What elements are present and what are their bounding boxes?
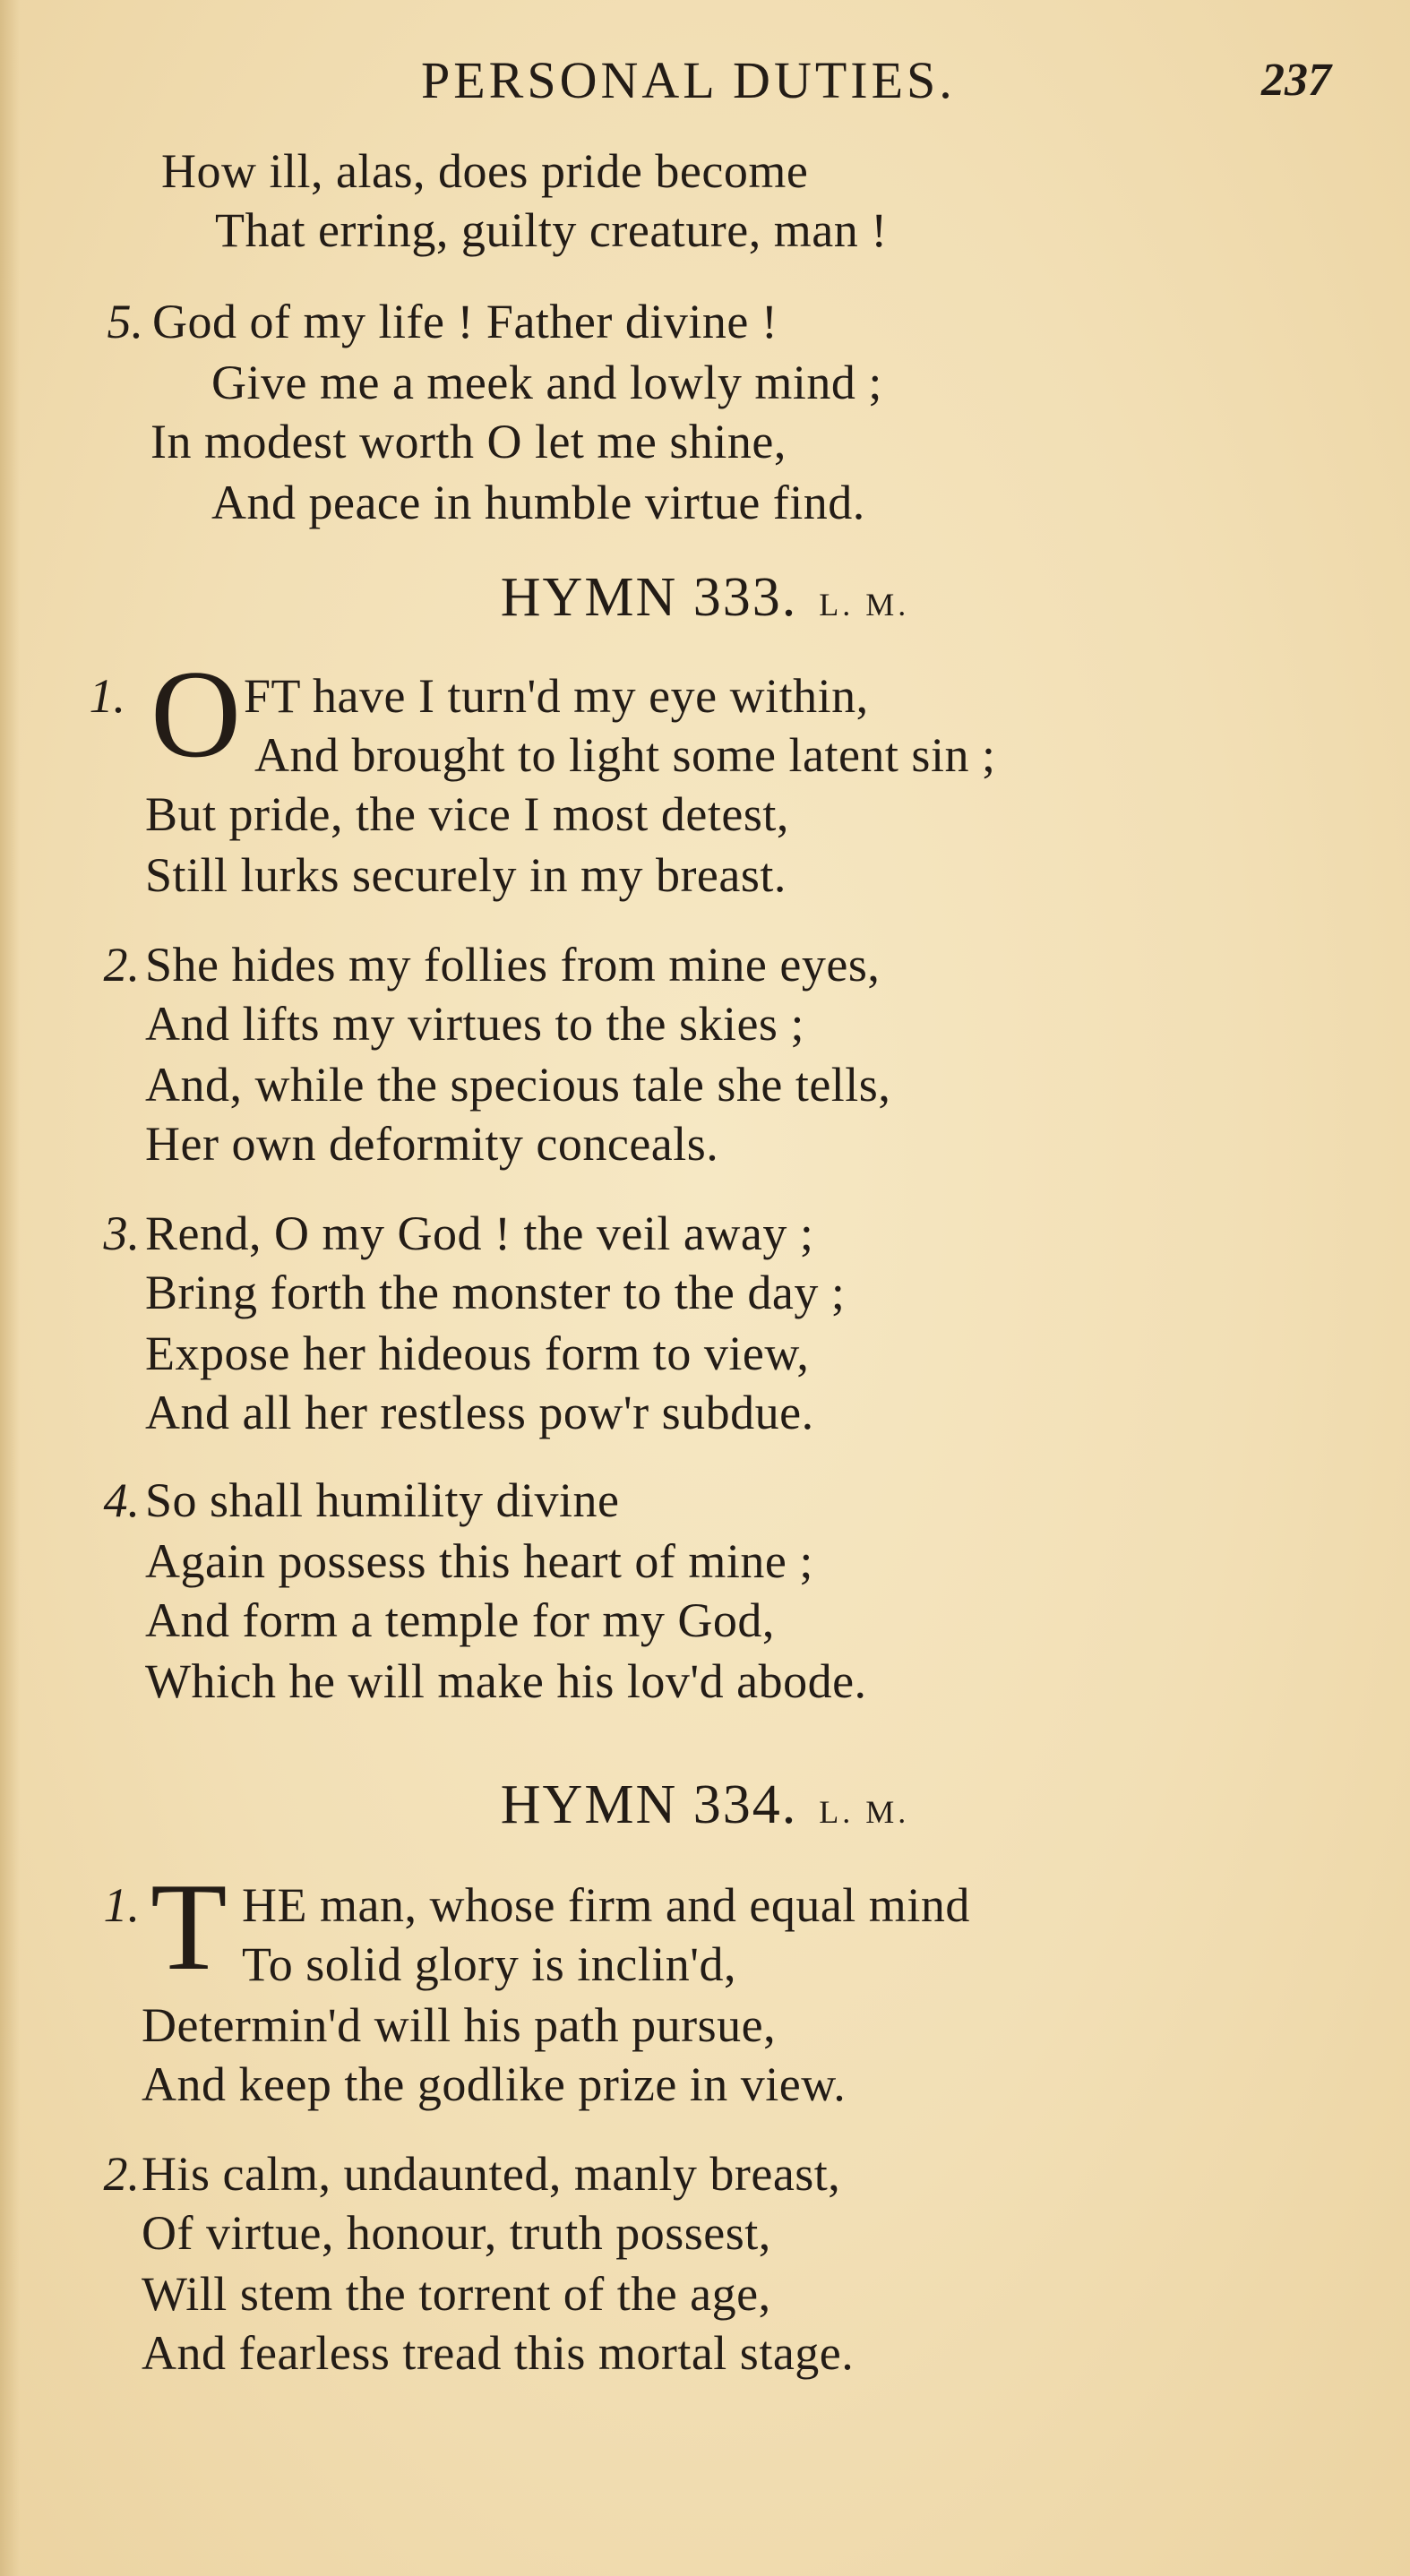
hymn-label: HYMN 334.: [500, 1774, 798, 1835]
verse-line: His calm, undaunted, manly breast,: [142, 2147, 841, 2201]
verse-line: How ill, alas, does pride become: [161, 144, 809, 198]
verse-line: Which he will make his lov'd abode.: [145, 1654, 867, 1708]
stanza-number: 3.: [103, 1206, 140, 1260]
verse-line: HE man, whose firm and equal mind: [242, 1878, 970, 1932]
verse-line: To solid glory is inclin'd,: [242, 1937, 736, 1991]
page-number: 237: [1261, 55, 1331, 106]
running-head: PERSONAL DUTIES.: [421, 51, 956, 109]
verse-line: And lifts my virtues to the skies ;: [145, 997, 804, 1051]
drop-cap: O: [150, 645, 242, 784]
verse-line: And peace in humble virtue find.: [211, 476, 865, 529]
verse-line: Still lurks securely in my breast.: [145, 848, 787, 902]
verse-line: Give me a meek and lowly mind ;: [211, 356, 882, 409]
verse-line: And fearless tread this mortal stage.: [142, 2326, 855, 2380]
page-edge-shadow: [0, 0, 20, 2576]
hymn-title: [0, 566, 1410, 630]
verse-line: And brought to light some latent sin ;: [254, 728, 996, 782]
verse-line: And all her restless pow'r subdue.: [145, 1386, 814, 1439]
verse-line: And keep the godlike prize in view.: [142, 2057, 847, 2111]
hymn-label: HYMN 333.: [500, 567, 798, 628]
verse-line: Rend, O my God ! the veil away ;: [145, 1206, 814, 1260]
verse-line: So shall humility divine: [145, 1473, 620, 1527]
hymn-meter: L. M.: [819, 1794, 910, 1830]
verse-line: Of virtue, honour, truth possest,: [142, 2206, 771, 2260]
verse-line: FT have I turn'd my eye within,: [244, 669, 869, 723]
stanza-number: 1.: [103, 1878, 140, 1932]
verse-line: Bring forth the monster to the day ;: [145, 1266, 846, 1319]
hymn-title: [0, 1773, 1410, 1837]
verse-line: Her own deformity conceals.: [145, 1117, 719, 1171]
stanza-number: 1.: [89, 669, 125, 723]
verse-line: God of my life ! Father divine !: [152, 295, 778, 348]
verse-line: Expose her hideous form to view,: [145, 1327, 810, 1380]
verse-line: And, while the specious tale she tells,: [145, 1058, 891, 1112]
stanza-number: 4.: [103, 1473, 140, 1527]
verse-line: Will stem the torrent of the age,: [142, 2267, 771, 2321]
verse-line: Determin'd will his path pursue,: [142, 1998, 777, 2052]
verse-line: But pride, the vice I most detest,: [145, 787, 789, 841]
verse-line: Again possess this heart of mine ;: [145, 1534, 813, 1588]
verse-line: That erring, guilty creature, man !: [215, 203, 888, 257]
verse-line: She hides my follies from mine eyes,: [145, 938, 881, 992]
stanza-number: 5.: [107, 295, 143, 348]
page-header: [0, 50, 1410, 122]
hymn-meter: L. M.: [819, 587, 910, 623]
drop-cap: T: [150, 1858, 228, 1996]
stanza-number: 2.: [103, 938, 140, 992]
stanza-number: 2.: [103, 2147, 140, 2201]
verse-line: And form a temple for my God,: [145, 1593, 775, 1647]
verse-line: In modest worth O let me shine,: [150, 415, 787, 468]
